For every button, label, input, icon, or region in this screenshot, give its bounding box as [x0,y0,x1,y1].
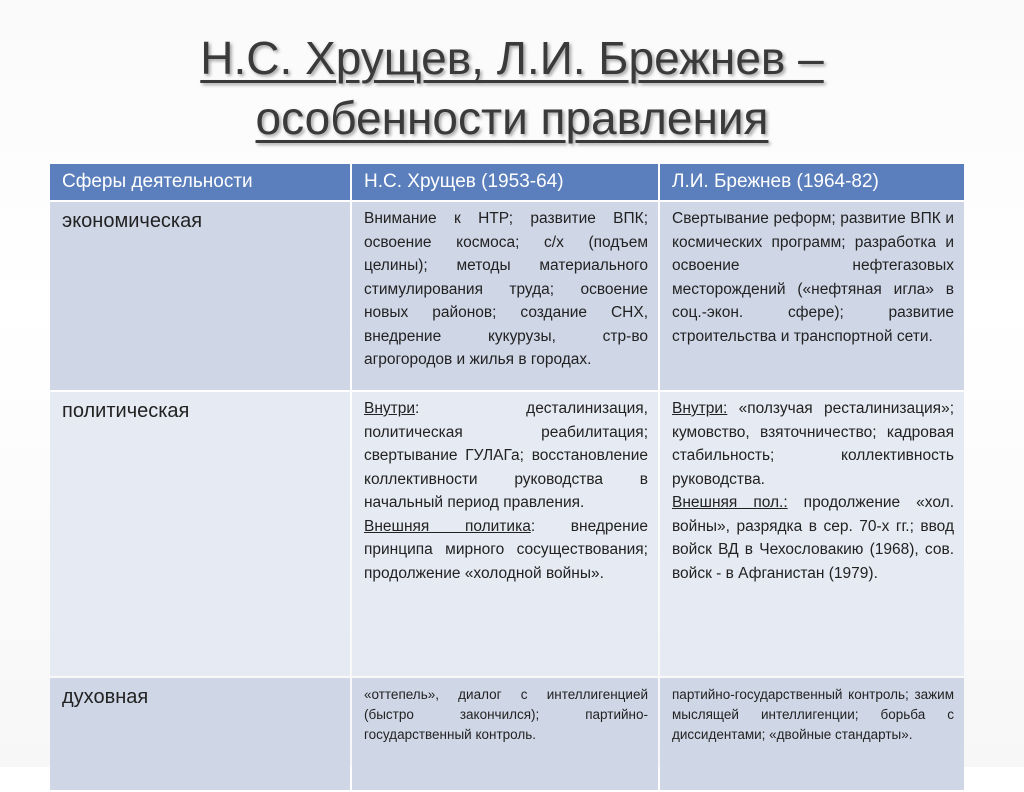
khrushchev-economic: Внимание к НТР; развитие ВПК; освоение космоса; с/х (подъем целины); методы материального стимулирования труда; освоение новых районов; создание СНХ, внедрение кукурузы, стр-во агрогородов и жилья в городах. [352,202,658,390]
khrushchev-outer-text: : внедрение принципа мирного сосуществования; продолжение «холодной войны». [364,517,649,582]
comparison-table [48,162,966,792]
sphere-spiritual: духовная [50,678,350,790]
title-line-1: Н.С. Хрущев, Л.И. Брежнев – [200,32,824,84]
brezhnev-outer-text: продолжение «хол. войны», разрядка в сер. 70-х гг.; ввод войск ВД в Чехословакию (1968), сов. войск - в Афганистан (1979). [672,494,955,582]
header-spheres: Сферы деятельности [50,164,350,200]
header-khrushchev: Н.С. Хрущев (1953-64) [352,164,658,200]
table-row-political [50,392,964,676]
title-line-2: особенности правления [255,92,769,144]
khrushchev-political [352,392,658,676]
brezhnev-spiritual: партийно-государственный контроль; зажим мыслящей интеллигенции; борьба с диссидентами; «двойные стандарты». [660,678,964,790]
khrushchev-spiritual: «оттепель», диалог с интеллигенцией (быстро закончился); партийно-государственный контроль. [352,678,658,790]
khrushchev-inner-text: : десталинизация, политическая реабилитация; свертывание ГУЛАГа; восстановление коллективности руководства в начальный период правления. [364,400,648,511]
header-brezhnev: Л.И. Брежнев (1964-82) [660,164,964,200]
brezhnev-political [660,392,964,676]
khrushchev-outer-label: Внешняя политика [364,517,531,535]
sphere-economic: экономическая [50,202,350,390]
brezhnev-outer-label: Внешняя пол.: [672,494,788,511]
khrushchev-inner-label: Внутри [364,400,416,417]
brezhnev-economic: Свертывание реформ; развитие ВПК и космических программ; разработка и освоение нефтегазовых месторождений («нефтяная игла» в соц.-экон. сфере); развитие строительства и транспортной сети. [660,202,964,390]
table-header-row [50,164,964,200]
slide-title [0,28,1024,148]
table-row-spiritual [50,678,964,790]
brezhnev-inner-label: Внутри: [672,400,728,417]
table-row-economic [50,202,964,390]
brezhnev-inner-text: «ползучая ресталинизация»; кумовство, взяточничество; кадровая стабильность; коллективность руководства. [672,400,954,488]
sphere-political: политическая [50,392,350,676]
